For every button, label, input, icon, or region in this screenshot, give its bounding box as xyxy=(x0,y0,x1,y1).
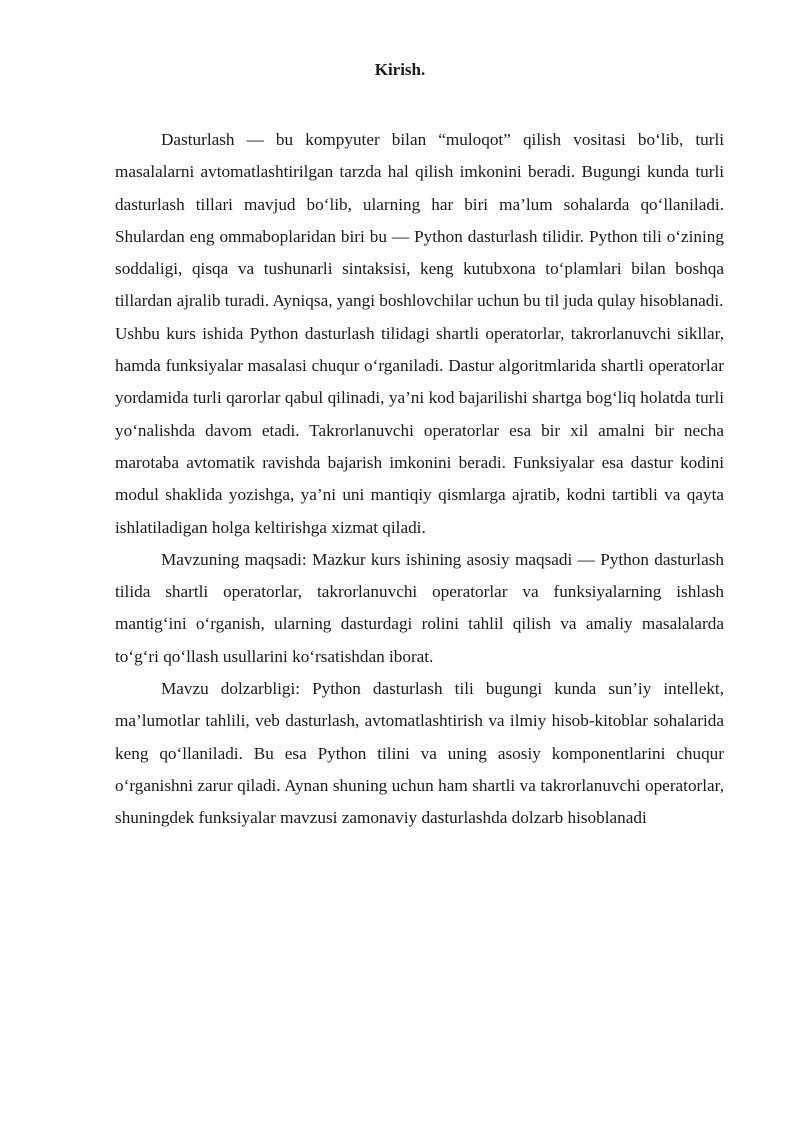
paragraph-relevance: Mavzu dolzarbligi: Python dasturlash tili bugungi kunda sun’iy intellekt, ma’lumotlar tahlili, veb dasturlash, avtomatlashtirish va ilmiy hisob-kitoblar sohalarida keng qo‘llaniladi. Bu esa Python tilini va uning asosiy komponentlarini chuqur o‘rganishni zarur qiladi. Aynan shuning uchun ham shartli va takrorlanuvchi operatorlar, shuningdek funksiyalar mavzusi zamonaviy dasturlashda dolzarb hisoblanadi xyxy=(115,679,724,828)
paragraph-goal: Mavzuning maqsadi: Mazkur kurs ishining asosiy maqsadi — Python dasturlash tilida shartli operatorlar, takrorlanuvchi operatorlar va funksiyalarning ishlash mantig‘ini o‘rganish, ularning dasturdagi rolini tahlil qilish va amaliy masalalarda to‘g‘ri qo‘llash usullarini ko‘rsatishdan iborat. xyxy=(115,549,724,666)
paragraph-intro: Dasturlash — bu kompyuter bilan “muloqot” qilish vositasi bo‘lib, turli masalalarni avtomatlashtirilgan tarzda hal qilish imkonini beradi. Bugungi kunda turli dasturlash tillari mavjud bo‘lib, ularning har biri ma’lum sohalarda qo‘llaniladi. Shulardan eng ommaboplaridan biri bu — Python dasturlash tilidir. Python tili o‘zining soddaligi, qisqa va tushunarli sintaksisi, keng kutubxona to‘plamlari bilan boshqa tillardan ajralib turadi. Ayniqsa, yangi boshlovchilar uchun bu til juda qulay hisoblanadi. xyxy=(115,130,724,311)
document-body xyxy=(115,124,724,835)
page-title: Kirish. xyxy=(374,60,426,79)
paragraph-course-scope: Ushbu kurs ishida Python dasturlash tilidagi shartli operatorlar, takrorlanuvchi sikllar, hamda funksiyalar masalasi chuqur o‘rganiladi. Dastur algoritmlarida shartli operatorlar yordamida turli qarorlar qabul qilinadi, ya’ni kod bajarilishi shartga bog‘liq holatda turli yo‘nalishda davom etadi. Takrorlanuvchi operatorlar esa bir xil amalni bir necha marotaba avtomatik ravishda bajarish imkonini beradi. Funksiyalar esa dastur kodini modul shaklida yozishga, ya’ni uni mantiqiy qismlarga ajratib, kodni tartibli va qayta ishlatiladigan holga keltirishga xizmat qiladi. xyxy=(115,323,724,537)
